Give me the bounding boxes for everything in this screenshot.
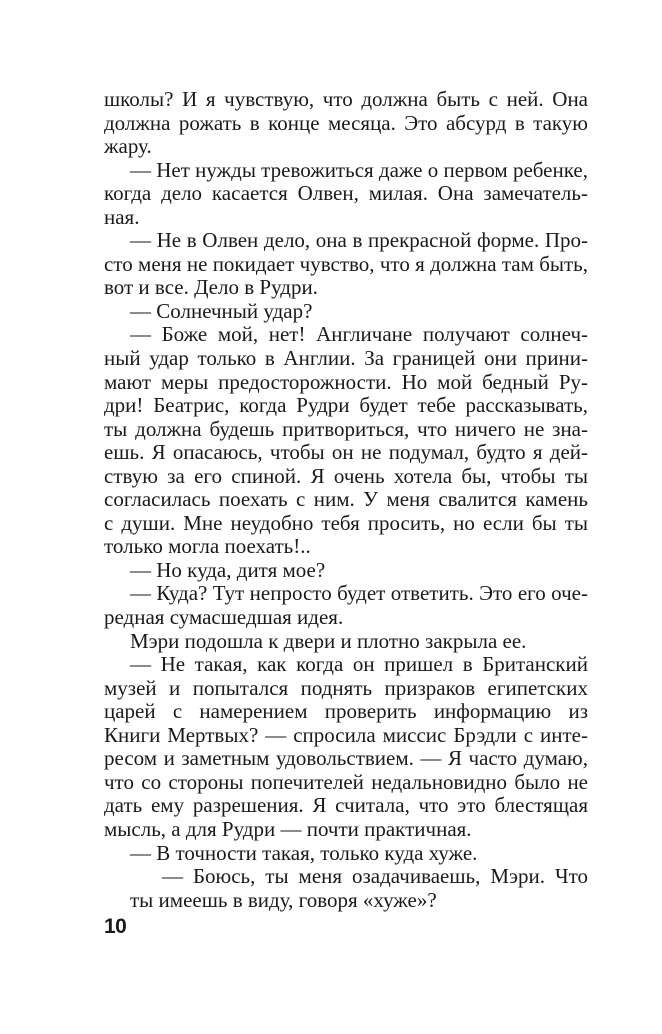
text-line: царей с намерением проверить информацию из	[104, 699, 588, 724]
text-line: вот и все. Дело в Рудри.	[104, 275, 318, 300]
text-line: — Солнечный удар?	[130, 298, 313, 323]
text-line: Мэри подошла к двери и плотно закрыла ее.	[130, 628, 527, 653]
text-line: — Не в Олвен дело, она в прекрасной форме. Про-	[130, 228, 588, 253]
text-line: жару.	[104, 134, 152, 159]
text-line: ты имеешь в виду, говоря «хуже»?	[130, 887, 437, 912]
text-line: — Нет нужды тревожиться даже о первом ребенке,	[130, 157, 588, 182]
text-line: ты должна будешь притвориться, что ничего не зна-	[104, 416, 588, 441]
text-line: — В точности такая, только куда хуже.	[130, 840, 478, 865]
text-line: с души. Мне неудобно тебя просить, но если бы ты	[104, 510, 588, 535]
text-line: ешь. Я опасаюсь, чтобы он не подумал, будто я дей-	[104, 440, 588, 465]
text-line: когда дело касается Олвен, милая. Она замечатель-	[104, 181, 588, 206]
text-line: ствую за его спиной. Я очень хотела бы, чтобы ты	[104, 463, 588, 488]
text-line: — Боюсь, ты меня озадачиваешь, Мэри. Что	[162, 864, 588, 889]
text-line: редная сумасшедшая идея.	[104, 605, 344, 630]
text-line: только могла поехать!..	[104, 534, 311, 559]
text-line: — Куда? Тут непросто будет ответить. Это его оче-	[130, 581, 588, 606]
text-line: ресом и заметным удовольствием. — Я часто думаю,	[104, 746, 588, 771]
text-line: сто меня не покидает чувство, что я должна там быть,	[104, 251, 588, 276]
text-line: согласилась поехать с ним. У меня свалится камень	[104, 487, 588, 512]
text-line: ная.	[104, 204, 140, 229]
text-line: должна рожать в конце месяца. Это абсурд в такую	[104, 110, 588, 135]
text-line: школы? И я чувствую, что должна быть с ней. Она	[104, 87, 588, 111]
text-line: дри! Беатрис, когда Рудри будет тебе рассказывать,	[104, 393, 588, 418]
text-line: мают меры предосторожности. Но мой бедный Ру-	[104, 369, 588, 394]
page-number: 10	[104, 915, 127, 938]
text-line: — Но куда, дитя мое?	[130, 557, 326, 582]
text-line: что со стороны попечителей недальновидно было не	[104, 769, 588, 794]
text-line: — Боже мой, нет! Англичане получают солнеч-	[130, 322, 588, 347]
text-line: ный удар только в Англии. За границей они прини-	[104, 346, 588, 371]
text-line: музей и попытался поднять призраков египетских	[104, 675, 588, 700]
text-line: дать ему разрешения. Я считала, что это блестящая	[104, 793, 588, 818]
text-line: — Не такая, как когда он пришел в Британский	[130, 652, 588, 677]
text-line: мысль, а для Рудри — почти практичная.	[104, 816, 472, 841]
text-line: Книги Мертвых? — спросила миссис Брэдли с инте-	[104, 722, 588, 747]
page-text-body	[104, 88, 588, 912]
